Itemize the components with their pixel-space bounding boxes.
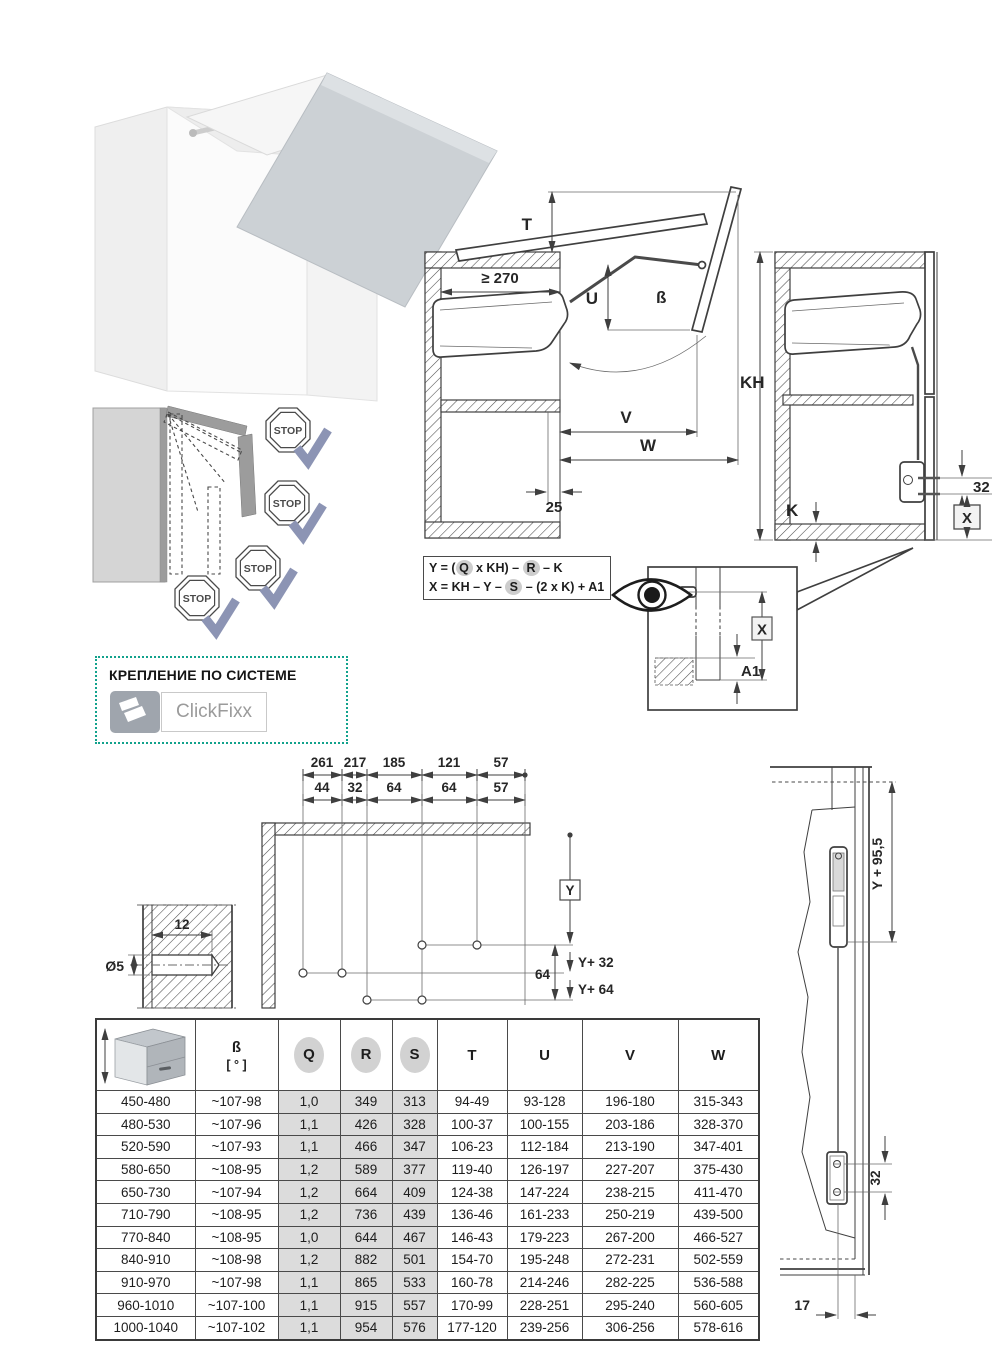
table-row (96, 1181, 759, 1204)
table-row (96, 1271, 759, 1294)
r-factor: R (523, 560, 540, 576)
table-row (96, 1136, 759, 1159)
cell-kh-range: 840-910 (96, 1249, 195, 1272)
cell-value: 915 (340, 1294, 392, 1317)
cell-kh-range: 770-840 (96, 1226, 195, 1249)
cell-value: ~108-95 (195, 1203, 278, 1226)
cell-value: ~107-94 (195, 1181, 278, 1204)
y64-label: Y+ 64 (578, 982, 614, 997)
header-v: V (582, 1019, 678, 1091)
cell-value: 466-527 (678, 1226, 759, 1249)
cell-value: 170-99 (437, 1294, 507, 1317)
cell-value: 160-78 (437, 1271, 507, 1294)
header-beta: ß [ ° ] (195, 1019, 278, 1091)
cell-value: 411-470 (678, 1181, 759, 1204)
cell-value: 195-248 (507, 1249, 582, 1272)
dim-121: 121 (437, 755, 461, 770)
cell-value: 272-231 (582, 1249, 678, 1272)
formula-line-x: X = KH – Y – S – (2 x K) + A1 (429, 580, 605, 594)
mounting-title: КРЕПЛЕНИЕ ПО СИСТЕМЕ (109, 667, 297, 683)
cell-value: 136-46 (437, 1203, 507, 1226)
cell-value: 126-197 (507, 1158, 582, 1181)
cell-value: 228-251 (507, 1294, 582, 1317)
clickfixx-wordmark: ClickFixx (161, 692, 267, 732)
cell-value: ~107-102 (195, 1316, 278, 1339)
cell-value: 119-40 (437, 1158, 507, 1181)
a1-dim-label: A1 (741, 663, 761, 680)
y-offset-label: Y + 95,5 (869, 837, 885, 891)
header-q: Q (278, 1019, 340, 1091)
cell-value: 328 (392, 1113, 437, 1136)
cell-value: 154-70 (437, 1249, 507, 1272)
cell-value: 313 (392, 1091, 437, 1114)
cell-value: 124-38 (437, 1181, 507, 1204)
pin-spacing-label: 32 (973, 479, 990, 496)
cell-value: 501 (392, 1249, 437, 1272)
cell-value: 177-120 (437, 1316, 507, 1339)
cell-value: 227-207 (582, 1158, 678, 1181)
table-row (96, 1294, 759, 1317)
door-mid-position (238, 434, 256, 517)
cell-value: 328-370 (678, 1113, 759, 1136)
cell-value: 589 (340, 1158, 392, 1181)
door-upper-panel (925, 252, 934, 394)
shelf (441, 400, 560, 412)
diameter-label: Ø5 (105, 958, 124, 974)
x-dim-label: X (961, 510, 973, 527)
cell-value: 1,1 (278, 1271, 340, 1294)
drilling-pattern-diagram (228, 752, 658, 1022)
y-dim-label: Y (565, 883, 575, 898)
cell-value: 179-223 (507, 1226, 582, 1249)
cell-kh-range: 650-730 (96, 1181, 195, 1204)
door-lower-panel (925, 397, 934, 540)
cell-value: ~107-96 (195, 1113, 278, 1136)
beta-label: ß (656, 288, 667, 307)
stop-positions-diagram: STOP (80, 392, 380, 647)
height-view-diagram (740, 150, 1000, 580)
section-view-diagram (420, 150, 765, 580)
cell-value: 315-343 (678, 1091, 759, 1114)
cell-value: ~108-95 (195, 1158, 278, 1181)
cell-value: 295-240 (582, 1294, 678, 1317)
cell-value: 267-200 (582, 1226, 678, 1249)
cell-value: 664 (340, 1181, 392, 1204)
cell-value: ~107-98 (195, 1271, 278, 1294)
cell-value: 282-225 (582, 1271, 678, 1294)
table-row (96, 1226, 759, 1249)
dim-261: 261 (310, 755, 334, 770)
cell-value: 377 (392, 1158, 437, 1181)
x-dim-label: X (756, 621, 768, 639)
cell-value: ~107-93 (195, 1136, 278, 1159)
dim-32: 32 (347, 780, 363, 795)
front-flap-door (692, 187, 741, 332)
cell-value: 865 (340, 1271, 392, 1294)
cell-value: 347-401 (678, 1136, 759, 1159)
cell-value: 196-180 (582, 1091, 678, 1114)
cabinet-height-icon (97, 1023, 189, 1087)
cell-value: 93-128 (507, 1091, 582, 1114)
door-closed-dashed (170, 414, 182, 574)
cell-value: 349 (340, 1091, 392, 1114)
upper-flap-door (456, 214, 707, 261)
cell-kh-range: 580-650 (96, 1158, 195, 1181)
cell-value: ~107-98 (195, 1091, 278, 1114)
side-mounting-diagram (752, 752, 1000, 1347)
mounting-system-box (95, 656, 348, 744)
depth-label: 12 (174, 917, 190, 932)
cell-kh-range: 520-590 (96, 1136, 195, 1159)
cell-value: 112-184 (507, 1136, 582, 1159)
cell-value: 238-215 (582, 1181, 678, 1204)
spec-table-body (96, 1091, 759, 1340)
table-row (96, 1091, 759, 1114)
cell-value: 106-23 (437, 1136, 507, 1159)
door-hanging-dashed (208, 487, 220, 574)
pin-spacing-label: 32 (868, 1170, 883, 1186)
cell-value: 536-588 (678, 1271, 759, 1294)
cabinet-side (93, 408, 165, 582)
cell-value: 306-256 (582, 1316, 678, 1339)
cell-value: 426 (340, 1113, 392, 1136)
header-s: S (392, 1019, 437, 1091)
shelf-offset-label: 25 (545, 499, 563, 516)
s-factor: S (505, 579, 522, 595)
table-row (96, 1113, 759, 1136)
eye-detail-diagram (595, 540, 1000, 775)
drill-holes (299, 941, 481, 1004)
cell-value: 1,2 (278, 1203, 340, 1226)
cell-value: 375-430 (678, 1158, 759, 1181)
dim-64a: 64 (386, 780, 402, 795)
cell-value: 1,0 (278, 1226, 340, 1249)
cabinet-bottom-hatch (655, 658, 693, 685)
header-r: R (340, 1019, 392, 1091)
header-u: U (507, 1019, 582, 1091)
cell-value: 467 (392, 1226, 437, 1249)
cell-value: 1,1 (278, 1294, 340, 1317)
drill-hole-detail (82, 882, 252, 1022)
v-dim-label: V (620, 408, 632, 427)
cell-value: 94-49 (437, 1091, 507, 1114)
header-w: W (678, 1019, 759, 1091)
cell-value: ~108-98 (195, 1249, 278, 1272)
cell-kh-range: 710-790 (96, 1203, 195, 1226)
cell-kh-range: 960-1010 (96, 1294, 195, 1317)
cell-value: 347 (392, 1136, 437, 1159)
cell-value: 1,0 (278, 1091, 340, 1114)
formula-line-y: Y = ( Q x KH) – R – K (429, 561, 563, 575)
cell-value: 146-43 (437, 1226, 507, 1249)
cell-value: 239-256 (507, 1316, 582, 1339)
edge-offset-label: 17 (794, 1297, 810, 1313)
min-depth-label: ≥ 270 (481, 270, 519, 287)
cell-value: ~107-100 (195, 1294, 278, 1317)
spec-table (95, 1018, 760, 1341)
cell-value: 439-500 (678, 1203, 759, 1226)
k-dim-label: K (786, 501, 799, 520)
table-header-row (96, 1019, 759, 1091)
table-row (96, 1158, 759, 1181)
dim-217: 217 (343, 755, 367, 770)
cell-value: 560-605 (678, 1294, 759, 1317)
cell-kh-range: 910-970 (96, 1271, 195, 1294)
cell-value: 954 (340, 1316, 392, 1339)
cell-value: 250-219 (582, 1203, 678, 1226)
cell-value: 100-37 (437, 1113, 507, 1136)
kh-icon-header (96, 1019, 195, 1091)
lift-mechanism (785, 292, 921, 354)
w-dim-label: W (639, 436, 657, 455)
door-open-position (166, 406, 247, 436)
cell-value: 502-559 (678, 1249, 759, 1272)
cell-value: 466 (340, 1136, 392, 1159)
dim-57b: 57 (493, 780, 509, 795)
dim-185: 185 (382, 755, 406, 770)
kh-dim-label: KH (740, 373, 765, 392)
cell-kh-range: 450-480 (96, 1091, 195, 1114)
t-dim-label: T (521, 215, 532, 234)
cell-value: 882 (340, 1249, 392, 1272)
dim-44: 44 (314, 780, 330, 795)
cell-value: 1,2 (278, 1181, 340, 1204)
cell-value: 557 (392, 1294, 437, 1317)
cell-value: 1,1 (278, 1316, 340, 1339)
cell-value: 736 (340, 1203, 392, 1226)
u-dim-label: U (585, 289, 598, 308)
pointer-wedge (797, 548, 913, 610)
table-row (96, 1316, 759, 1339)
cell-value: 203-186 (582, 1113, 678, 1136)
cell-value: 214-246 (507, 1271, 582, 1294)
cell-value: 147-224 (507, 1181, 582, 1204)
shelf (783, 395, 913, 405)
clickfixx-logo-icon (109, 690, 161, 734)
formula-box (423, 556, 611, 600)
cell-value: 576 (392, 1316, 437, 1339)
cell-value: 1,1 (278, 1113, 340, 1136)
cell-value: 439 (392, 1203, 437, 1226)
cell-kh-range: 480-530 (96, 1113, 195, 1136)
cell-value: 213-190 (582, 1136, 678, 1159)
swing-arc (570, 336, 706, 372)
table-row (96, 1203, 759, 1226)
dim-57a: 57 (493, 755, 509, 770)
cell-value: 644 (340, 1226, 392, 1249)
cell-kh-range: 1000-1040 (96, 1316, 195, 1339)
header-t: T (437, 1019, 507, 1091)
cell-value: 161-233 (507, 1203, 582, 1226)
dim-64b: 64 (441, 780, 457, 795)
cell-value: 1,1 (278, 1136, 340, 1159)
y32-label: Y+ 32 (578, 955, 614, 970)
cell-value: 1,2 (278, 1249, 340, 1272)
cell-value: 578-616 (678, 1316, 759, 1339)
cell-value: 533 (392, 1271, 437, 1294)
cell-value: 409 (392, 1181, 437, 1204)
cell-value: ~108-95 (195, 1226, 278, 1249)
spacing64-label: 64 (534, 967, 550, 982)
q-factor: Q (456, 560, 473, 576)
cell-value: 1,2 (278, 1158, 340, 1181)
table-row (96, 1249, 759, 1272)
cell-value: 100-155 (507, 1113, 582, 1136)
